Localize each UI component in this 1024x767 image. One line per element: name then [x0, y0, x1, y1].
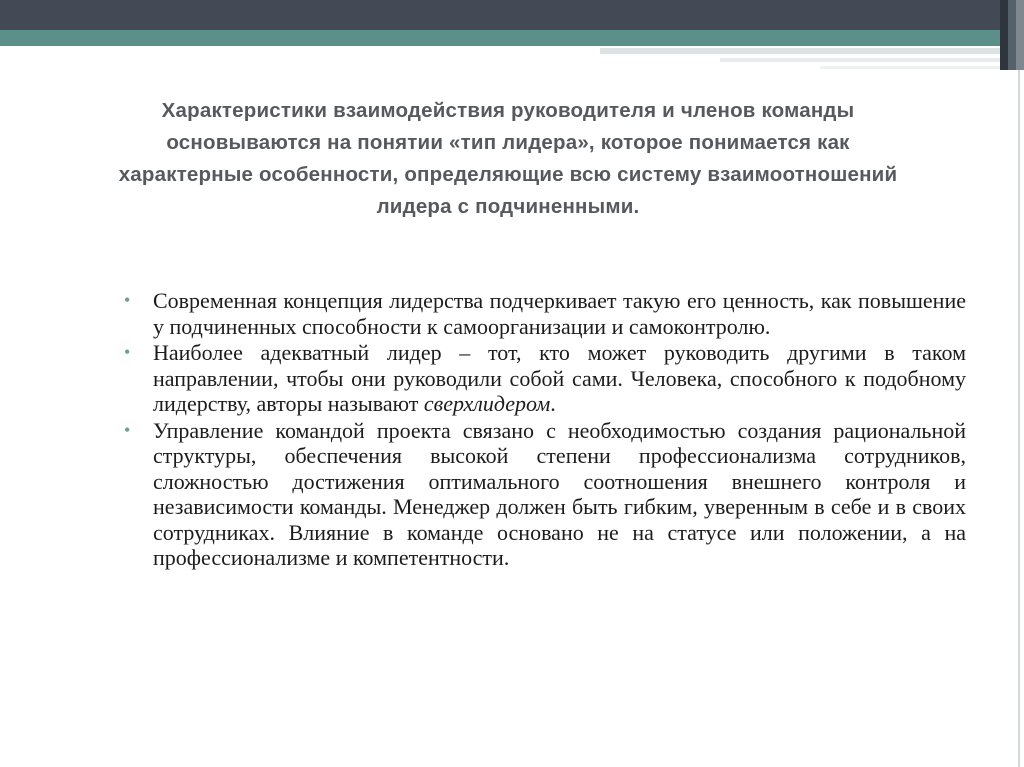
bullet-icon: • — [124, 290, 131, 310]
bullet-icon: • — [124, 419, 131, 440]
stripe-segment-light — [1016, 0, 1024, 70]
bullet-icon: • — [124, 342, 131, 362]
bullet-item — [124, 418, 966, 571]
band-light-line — [600, 48, 1000, 54]
slide-title: Характеристики взаимодействия руководителя и членов команды основываются на понятии «тип лидера», которое понимается как характерные особенности, определяющие всю систему взаимоотношений лидера с подчиненными. — [118, 99, 898, 218]
band-teal-stripe — [0, 30, 1000, 46]
bullet-emphasis: сверхлидером — [423, 391, 551, 416]
bullet-suffix: . — [550, 391, 556, 416]
band-light-line — [820, 66, 1000, 69]
band-light-line — [720, 58, 1000, 62]
band-dark-stripe — [0, 0, 1000, 30]
stripe-vertical-rule — [1018, 70, 1020, 767]
bullet-item — [124, 340, 966, 417]
bullet-text: Современная концепция лидерства подчеркивает такую его ценность, как повышение у подчиненных способности к самоорганизации и самоконтролю. — [153, 288, 966, 339]
bullet-text: Наиболее адекватный лидер – тот, кто может руководить другими в таком направлении, чтобы они руководили собой сами. Человека, способного к подобному лидерству, авторы называют — [153, 340, 966, 416]
stripe-segment-mid — [1008, 0, 1016, 70]
right-decorative-stripe — [1000, 0, 1024, 767]
top-decorative-band — [0, 0, 1024, 70]
bullet-list — [124, 288, 966, 572]
stripe-segment-dark — [1000, 0, 1008, 70]
bullet-text: Управление командой проекта связано с необходимостью создания рациональной структуры, обеспечения высокой степени профессионализма сотрудников, сложностью достижения оптимального соотношения внешнего контроля и независимости команды. Менеджер должен быть гибким, уверенным в себе и в своих сотрудниках. Влияние в команде основано не на статусе или положении, а на профессионализме и компетентности. — [153, 417, 966, 570]
bullet-item — [124, 288, 966, 339]
